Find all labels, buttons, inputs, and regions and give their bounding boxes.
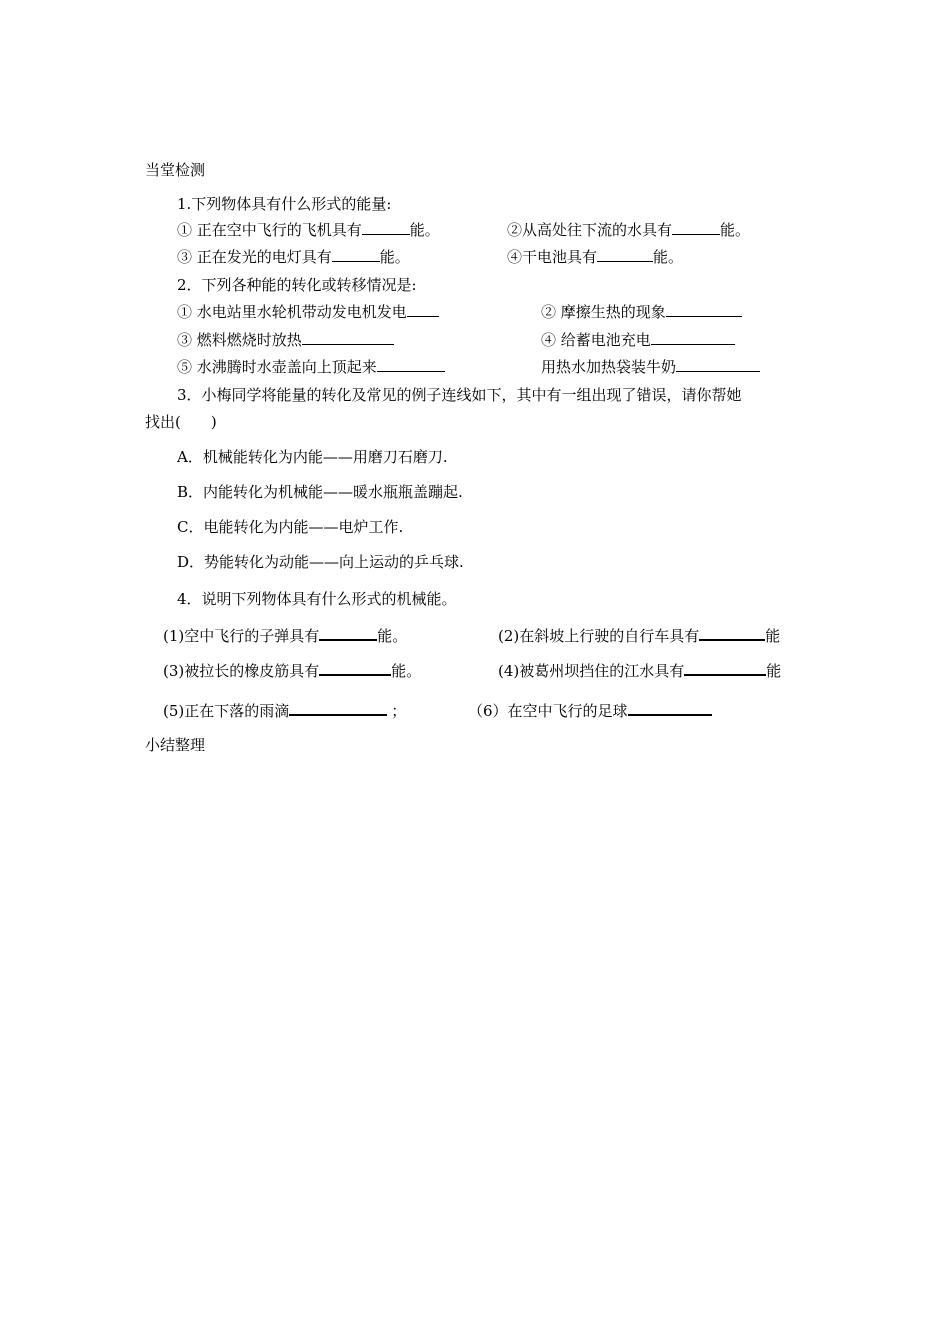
answer-blank[interactable] <box>332 247 380 262</box>
q1-item-d <box>507 247 683 267</box>
q2-item-d-text: ④ 给蓄电池充电 <box>541 331 651 349</box>
q4-item-3 <box>163 660 421 681</box>
answer-blank[interactable] <box>319 660 391 676</box>
q3-option-d: D．势能转化为动能——向上运动的乒乓球. <box>177 553 464 571</box>
q1-item-b <box>507 220 750 240</box>
q2-item-e <box>177 357 445 377</box>
answer-blank[interactable] <box>302 330 394 345</box>
q2-stem: 2．下列各种能的转化或转移情况是: <box>177 276 417 294</box>
q1-item-a <box>177 220 440 240</box>
q4-item-5-text: (5)正在下落的雨滴 <box>163 702 290 720</box>
q1-item-d-suffix: 能。 <box>653 248 684 266</box>
answer-blank[interactable] <box>597 247 653 262</box>
q1-item-b-suffix: 能。 <box>720 221 751 239</box>
q4-item-4-text: (4)被葛州坝挡住的江水具有 <box>498 662 685 680</box>
q4-stem: 4．说明下列物体具有什么形式的机械能。 <box>177 590 457 608</box>
summary-title: 小结整理 <box>145 736 206 754</box>
q4-item-2-suffix: 能 <box>765 627 781 645</box>
q1-item-a-text: ① 正在空中飞行的飞机具有 <box>177 221 362 239</box>
answer-blank[interactable] <box>289 700 387 716</box>
section-title: 当堂检测 <box>145 161 206 179</box>
answer-blank[interactable] <box>676 357 760 372</box>
answer-blank[interactable] <box>362 220 410 235</box>
q4-item-2-text: (2)在斜坡上行驶的自行车具有 <box>498 627 700 645</box>
q4-item-1 <box>163 625 407 646</box>
answer-blank[interactable] <box>672 220 720 235</box>
q2-item-e-text: ⑤ 水沸腾时水壶盖向上顶起来 <box>177 358 377 376</box>
q1-stem: 1.下列物体具有什么形式的能量: <box>177 195 392 213</box>
q1-item-c-suffix: 能。 <box>379 248 410 266</box>
answer-blank[interactable] <box>377 357 445 372</box>
q3-stem-line2: 找出( ) <box>145 413 217 431</box>
q4-item-4-suffix: 能 <box>766 662 782 680</box>
q2-item-b-text: ② 摩擦生热的现象 <box>541 303 666 321</box>
q2-item-c <box>177 330 394 350</box>
q1-item-b-text: ②从高处往下流的水具有 <box>507 221 673 239</box>
answer-blank[interactable] <box>628 700 712 716</box>
q1-item-a-suffix: 能。 <box>409 221 440 239</box>
q2-item-a <box>177 302 439 322</box>
q4-item-3-text: (3)被拉长的橡皮筋具有 <box>163 662 320 680</box>
q1-item-c-text: ③ 正在发光的电灯具有 <box>177 248 332 266</box>
q2-item-a-text: ① 水电站里水轮机带动发电机发电 <box>177 303 407 321</box>
q4-item-6-text: （6）在空中飞行的足球 <box>468 702 628 720</box>
q4-item-5 <box>163 700 406 721</box>
q2-item-c-text: ③ 燃料燃烧时放热 <box>177 331 302 349</box>
q4-item-1-text: (1)空中飞行的子弹具有 <box>163 627 320 645</box>
q1-item-d-text: ④干电池具有 <box>507 248 598 266</box>
q4-item-3-suffix: 能。 <box>391 662 422 680</box>
q4-item-6 <box>468 700 712 721</box>
q1-item-c <box>177 247 410 267</box>
q2-item-b <box>541 302 742 322</box>
q3-option-a: A．机械能转化为内能——用磨刀石磨刀. <box>177 448 448 466</box>
q3-option-b: B．内能转化为机械能——暖水瓶瓶盖蹦起. <box>177 483 463 501</box>
answer-blank[interactable] <box>407 302 439 317</box>
q2-item-d <box>541 330 735 350</box>
q4-item-1-suffix: 能。 <box>377 627 408 645</box>
q2-item-f-text: 用热水加热袋装牛奶 <box>541 358 677 376</box>
q4-item-4 <box>498 660 781 681</box>
q2-item-f <box>541 357 760 377</box>
q3-stem-line1: 3．小梅同学将能量的转化及常见的例子连线如下，其中有一组出现了错误，请你帮她 <box>177 386 742 404</box>
answer-blank[interactable] <box>684 660 766 676</box>
q4-item-5-suffix: ； <box>391 702 407 720</box>
q4-item-2 <box>498 625 780 646</box>
answer-blank[interactable] <box>699 625 765 641</box>
answer-blank[interactable] <box>666 302 742 317</box>
answer-blank[interactable] <box>319 625 377 641</box>
q3-option-c: C．电能转化为内能——电炉工作. <box>177 518 404 536</box>
answer-blank[interactable] <box>651 330 735 345</box>
